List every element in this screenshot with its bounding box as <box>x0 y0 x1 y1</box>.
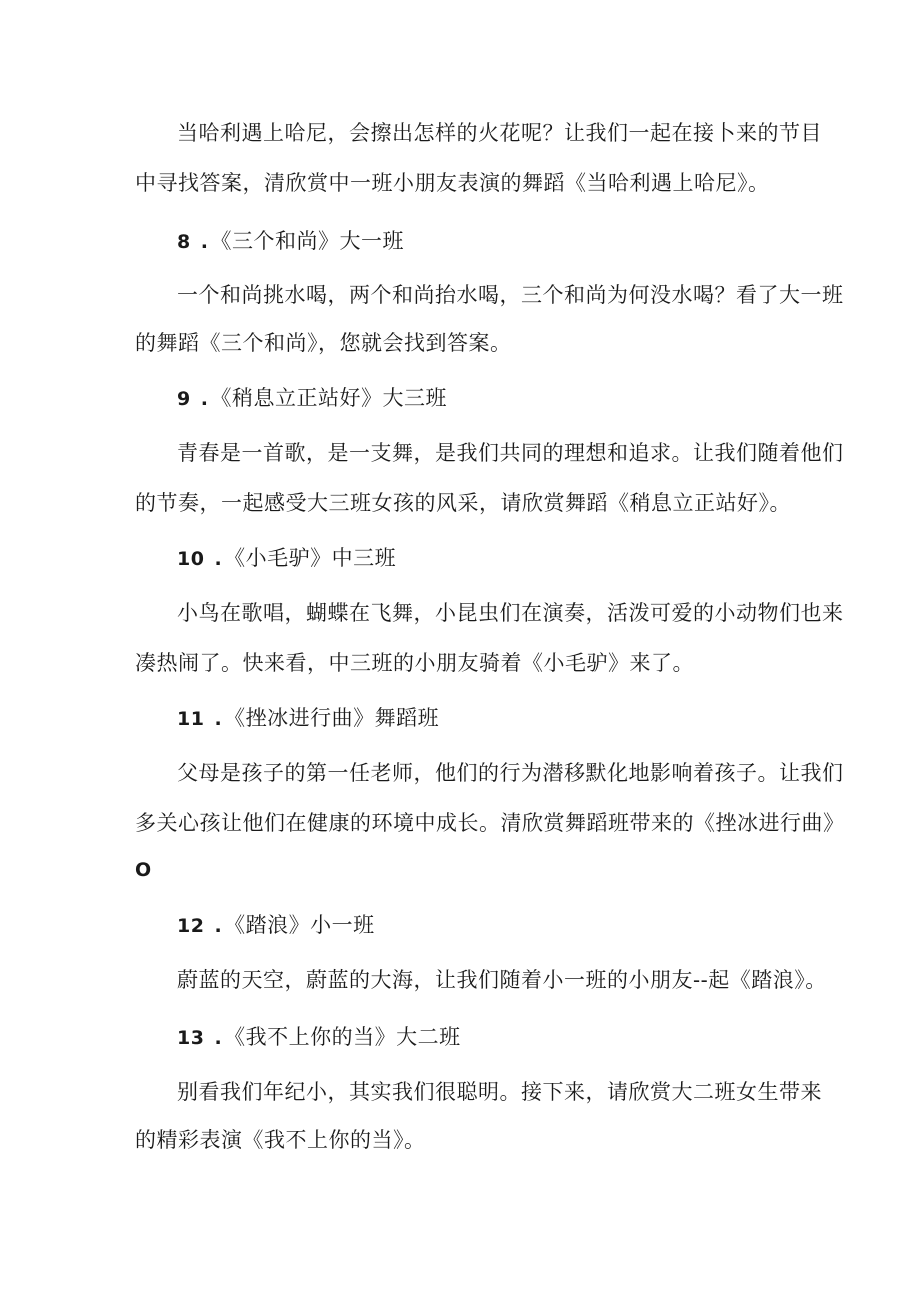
program-item-heading <box>177 703 439 734</box>
item-dot: . <box>200 388 209 410</box>
item-number: 12 <box>177 915 205 937</box>
item-description-trailing <box>135 854 152 885</box>
program-item-heading <box>177 226 404 257</box>
item-description-line: 蔚蓝的天空，蔚蓝的大海，让我们随着小一班的小朋友--起《踏浪》。 <box>177 968 827 992</box>
item-description-line: 的精彩表演《我不上你的当》。 <box>135 1128 426 1152</box>
intro-line-2: 中寻找答案，清欣赏中一班小朋友表演的舞蹈《当哈利遇上哈尼》。 <box>135 171 770 195</box>
item-description-line: 别看我们年纪小，其实我们很聪明。接下来，请欣赏大二班女生带来 <box>177 1080 822 1104</box>
item-description-line: 的节奏，一起感受大三班女孩的风采，请欣赏舞蹈《稍息立正站好》。 <box>135 491 791 515</box>
item-number: 13 <box>177 1027 205 1049</box>
item-dot: . <box>214 1027 223 1049</box>
program-item-heading <box>177 383 447 414</box>
item-title: 《小毛驴》中三班 <box>224 546 397 570</box>
program-item-heading <box>177 543 396 574</box>
program-item-heading <box>177 1022 461 1053</box>
item-number: 11 <box>177 708 205 730</box>
trailing-mark: O <box>135 859 152 881</box>
item-title: 《我不上你的当》大二班 <box>224 1025 461 1049</box>
item-number: 9 <box>177 388 191 410</box>
item-description-line: 青春是一首歌，是一支舞，是我们共同的理想和追求。让我们随着他们 <box>177 441 844 465</box>
item-dot: . <box>200 231 209 253</box>
item-description-line: 的舞蹈《三个和尚》，您就会找到答案。 <box>135 331 512 355</box>
item-description-line: 小鸟在歌唱，蝴蝶在飞舞，小昆虫们在演奏，活泼可爱的小动物们也来 <box>177 601 844 625</box>
intro-line-1: 当哈利遇上哈尼，会擦出怎样的火花呢？让我们一起在接卜来的节目 <box>177 121 822 145</box>
item-description-line: 父母是孩子的第一任老师，他们的行为潜移默化地影响着孩子。让我们 <box>177 761 844 785</box>
item-description-line: 一个和尚挑水喝，两个和尚抬水喝，三个和尚为何没水喝？看了大一班 <box>177 283 844 307</box>
item-dot: . <box>214 708 223 730</box>
item-title: 《三个和尚》大一班 <box>210 229 404 253</box>
item-title: 《踏浪》小一班 <box>224 913 375 937</box>
item-title: 《挫冰进行曲》舞蹈班 <box>224 706 440 730</box>
item-description-line: 多关心孩让他们在健康的环境中成长。清欣赏舞蹈班带来的《挫冰进行曲》 <box>135 811 845 835</box>
item-number: 10 <box>177 548 205 570</box>
item-title: 《稍息立正站好》大三班 <box>210 386 447 410</box>
item-number: 8 <box>177 231 191 253</box>
item-dot: . <box>214 915 223 937</box>
program-item-heading <box>177 910 375 941</box>
item-description-line: 凑热闹了。快来看，中三班的小朋友骑着《小毛驴》来了。 <box>135 651 694 675</box>
item-dot: . <box>214 548 223 570</box>
